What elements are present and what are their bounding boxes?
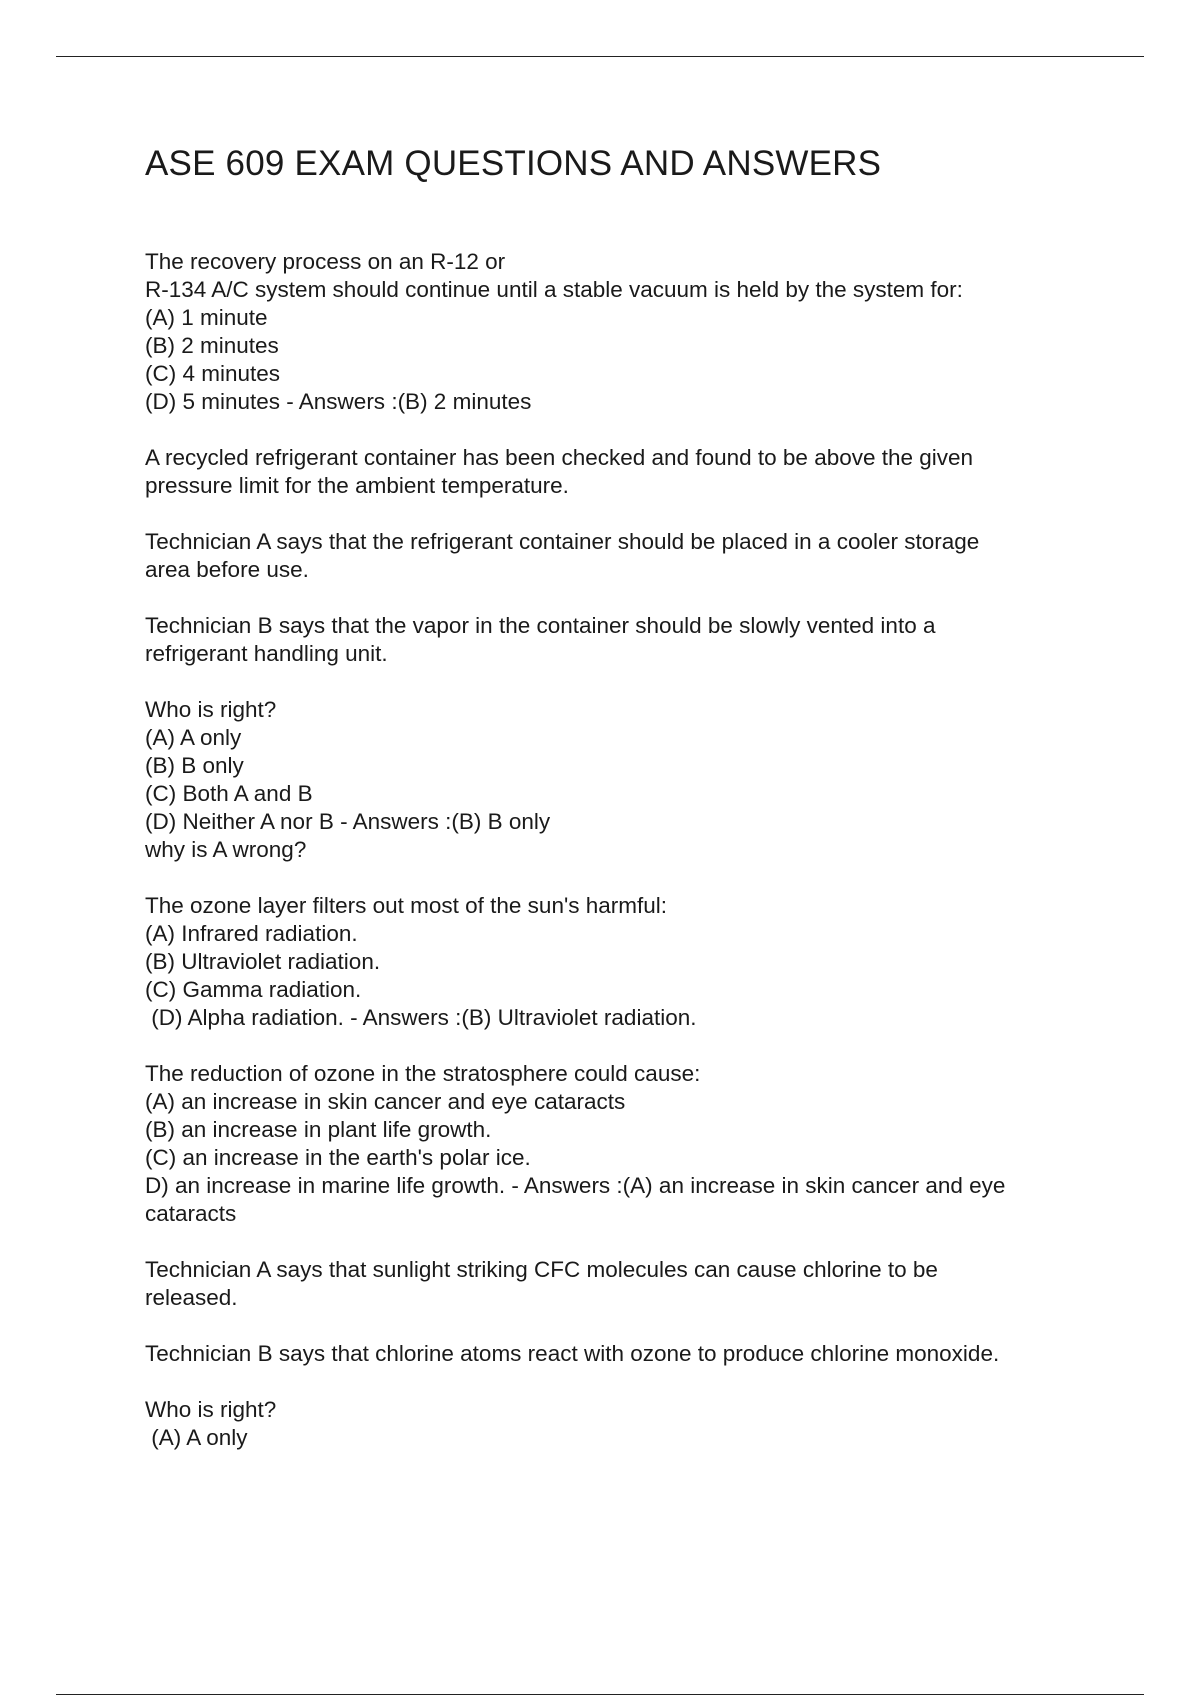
option-line: (C) Gamma radiation. xyxy=(145,977,362,1002)
text-line: pressure limit for the ambient temperature. xyxy=(145,473,569,498)
question-2-technician-b xyxy=(145,612,1105,668)
text-line: released. xyxy=(145,1285,238,1310)
question-5-technician-b xyxy=(145,1340,1105,1368)
answer-line: (D) Alpha radiation. - Answers :(B) Ultraviolet radiation. xyxy=(145,1005,697,1030)
question-2-intro xyxy=(145,444,1105,500)
option-line: (C) Both A and B xyxy=(145,781,313,806)
text-line: Technician A says that sunlight striking CFC molecules can cause chlorine to be xyxy=(145,1257,938,1282)
answer-line: (D) Neither A nor B - Answers :(B) B only xyxy=(145,809,551,834)
text-line: Technician A says that the refrigerant container should be placed in a cooler storage xyxy=(145,529,980,554)
option-line: (C) an increase in the earth's polar ice. xyxy=(145,1145,531,1170)
option-line: (C) 4 minutes xyxy=(145,361,281,386)
answer-line: (D) 5 minutes - Answers :(B) 2 minutes xyxy=(145,389,532,414)
top-rule xyxy=(56,56,1144,57)
option-line: (A) A only xyxy=(145,1425,248,1450)
text-line: R-134 A/C system should continue until a stable vacuum is held by the system for: xyxy=(145,277,963,302)
question-5-technician-a xyxy=(145,1256,1105,1312)
option-line: (B) B only xyxy=(145,753,244,778)
answer-line: D) an increase in marine life growth. - Answers :(A) an increase in skin cancer and eye xyxy=(145,1173,1006,1198)
text-line: The recovery process on an R-12 or xyxy=(145,249,506,274)
text-line: Who is right? xyxy=(145,697,277,722)
option-line: (A) an increase in skin cancer and eye cataracts xyxy=(145,1089,626,1114)
text-line: area before use. xyxy=(145,557,309,582)
option-line: (B) an increase in plant life growth. xyxy=(145,1117,492,1142)
page-content xyxy=(145,138,1105,1480)
question-1-block xyxy=(145,248,1105,416)
text-line: Technician B says that chlorine atoms react with ozone to produce chlorine monoxide. xyxy=(145,1341,1000,1366)
text-line: cataracts xyxy=(145,1201,237,1226)
option-line: (A) Infrared radiation. xyxy=(145,921,358,946)
text-line: Who is right? xyxy=(145,1397,277,1422)
option-line: (B) 2 minutes xyxy=(145,333,279,358)
text-line: refrigerant handling unit. xyxy=(145,641,388,666)
question-4-block xyxy=(145,1060,1105,1228)
option-line: (A) A only xyxy=(145,725,242,750)
document-title: ASE 609 EXAM QUESTIONS AND ANSWERS xyxy=(145,144,882,183)
text-line: The ozone layer filters out most of the sun's harmful: xyxy=(145,893,668,918)
text-line: Technician B says that the vapor in the container should be slowly vented into a xyxy=(145,613,936,638)
question-3-block xyxy=(145,892,1105,1032)
text-line: The reduction of ozone in the stratosphere could cause: xyxy=(145,1061,701,1086)
text-line: A recycled refrigerant container has been checked and found to be above the given xyxy=(145,445,974,470)
bottom-rule xyxy=(56,1694,1144,1695)
option-line: (B) Ultraviolet radiation. xyxy=(145,949,381,974)
question-2-technician-a xyxy=(145,528,1105,584)
question-5-options xyxy=(145,1396,1105,1452)
question-2-options xyxy=(145,696,1105,864)
text-line: why is A wrong? xyxy=(145,837,307,862)
option-line: (A) 1 minute xyxy=(145,305,268,330)
